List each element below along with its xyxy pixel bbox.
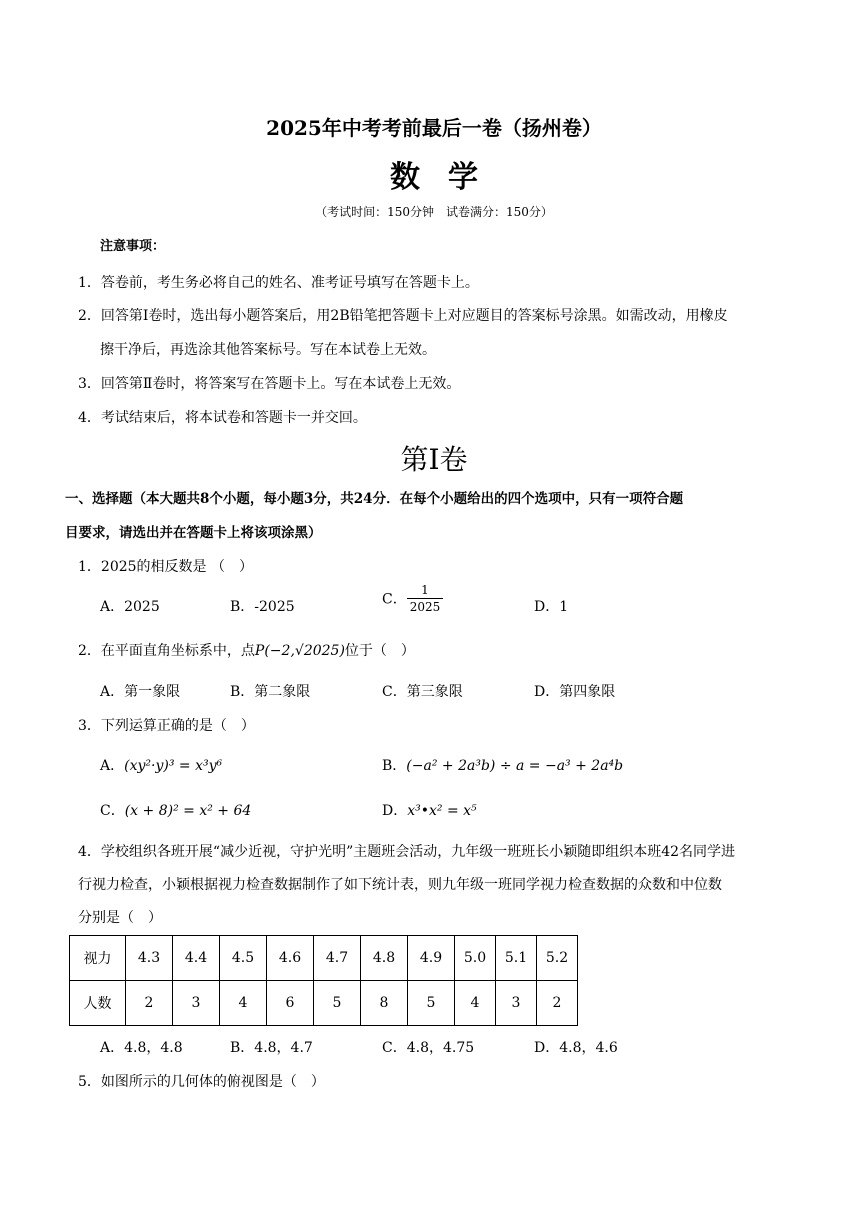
q3-option-b (382, 755, 623, 775)
q3-option-c (100, 800, 251, 820)
table-cell: 4 (220, 981, 267, 1026)
notice-item-1: 1．答卷前，考生务必将自己的姓名、准考证号填写在答题卡上。 (78, 275, 479, 291)
q1-option-c-fraction (407, 582, 444, 615)
table-cell: 8 (361, 981, 408, 1026)
q3-option-d (382, 800, 477, 820)
q3-option-b-label: B． (382, 758, 407, 774)
exam-info: （考试时间：150分钟 试卷满分：150分） (315, 205, 553, 219)
notice-item-2-cont: 擦干净后，再选涂其他答案标号。写在本试卷上无效。 (100, 342, 436, 358)
table-cell: 4 (455, 981, 496, 1026)
table-cell: 4.6 (267, 936, 314, 981)
q3-option-d-expr: x³•x² = x⁵ (407, 803, 477, 819)
table-cell: 5 (314, 981, 361, 1026)
table-cell: 2 (126, 981, 173, 1026)
q3-option-a (100, 755, 222, 775)
notice-heading: 注意事项： (100, 239, 166, 254)
subject-title: 数学 (390, 160, 506, 195)
q1-stem: 1．2025的相反数是 （ ） (78, 559, 253, 575)
q1-option-a: A．2025 (100, 599, 160, 615)
q1-option-d: D．1 (534, 599, 569, 615)
section-title: 第Ⅰ卷 (400, 443, 468, 476)
q3-option-c-label: C． (100, 803, 125, 819)
table-cell-header: 人数 (70, 981, 126, 1026)
table-cell: 4.3 (126, 936, 173, 981)
q1-option-c-label: C． (382, 591, 407, 608)
q5-stem: 5．如图所示的几何体的俯视图是（ ） (78, 1074, 325, 1090)
q2-option-d: D．第四象限 (534, 684, 616, 700)
table-cell-header: 视力 (70, 936, 126, 981)
q4-option-c: C．4.8，4.75 (382, 1040, 475, 1056)
table-cell: 4.7 (314, 936, 361, 981)
table-cell: 4.8 (361, 936, 408, 981)
q2-stem (78, 640, 415, 660)
q3-option-b-expr: (−a² + 2a³b) ÷ a = −a³ + 2a⁴b (406, 758, 624, 774)
q4-stem-line-3: 分别是（ ） (78, 910, 162, 926)
table-cell: 3 (173, 981, 220, 1026)
table-cell: 4.4 (173, 936, 220, 981)
fraction-denominator: 2025 (409, 600, 441, 614)
table-cell: 5.1 (496, 936, 537, 981)
q4-stem-line-2: 行视力检查，小颖根据视力检查数据制作了如下统计表，则九年级一班同学视力检查数据的众数和中位数 (78, 877, 722, 893)
q2-option-a: A．第一象限 (100, 684, 181, 700)
q2-option-b: B．第二象限 (230, 684, 311, 700)
q3-option-d-label: D． (382, 803, 408, 819)
q4-option-d: D．4.8，4.6 (534, 1040, 618, 1056)
notice-item-4: 4．考试结束后，将本试卷和答题卡一并交回。 (78, 410, 367, 426)
table-cell: 5.0 (455, 936, 496, 981)
table-cell: 5 (408, 981, 455, 1026)
q2-option-c: C．第三象限 (382, 684, 463, 700)
q3-stem: 3．下列运算正确的是（ ） (78, 718, 255, 734)
q1-option-c (382, 582, 443, 615)
section-instructions-1: 一、选择题（本大题共8个小题，每小题3分，共24分．在每个小题给出的四个选项中，只有一项符合题 (65, 491, 684, 507)
q4-option-a: A．4.8，4.8 (100, 1040, 183, 1056)
q2-stem-prefix: 2．在平面直角坐标系中，点 (78, 643, 255, 659)
table-cell: 4.9 (408, 936, 455, 981)
section-instructions-2: 目要求，请选出并在答题卡上将该项涂黑） (65, 525, 322, 541)
q3-option-c-expr: (x + 8)² = x² + 64 (124, 803, 252, 819)
table-row-count (70, 981, 578, 1026)
q3-option-a-label: A． (100, 758, 125, 774)
q4-option-b: B．4.8，4.7 (230, 1040, 313, 1056)
table-cell: 3 (496, 981, 537, 1026)
table-cell: 6 (267, 981, 314, 1026)
notice-item-3: 3．回答第Ⅱ卷时，将答案写在答题卡上。写在本试卷上无效。 (78, 376, 461, 392)
fraction-numerator: 1 (407, 582, 444, 599)
vision-data-table (69, 935, 578, 1026)
table-row-vision (70, 936, 578, 981)
q2-stem-suffix: 位于（ ） (344, 643, 415, 659)
notice-item-2: 2．回答第Ⅰ卷时，选出每小题答案后，用2B铅笔把答题卡上对应题目的答案标号涂黑。如需改动，用橡皮 (78, 308, 728, 324)
table-cell: 5.2 (537, 936, 578, 981)
exam-title: 2025年中考考前最后一卷（扬州卷） (266, 116, 602, 140)
table-cell: 2 (537, 981, 578, 1026)
q2-point: P(−2,√2025) (254, 643, 345, 659)
q4-stem-line-1: 4．学校组织各班开展“减少近视，守护光明”主题班会活动，九年级一班班长小颖随即组织本班42名同学进 (78, 844, 736, 860)
q1-option-b: B．-2025 (230, 599, 295, 615)
table-cell: 4.5 (220, 936, 267, 981)
q3-option-a-expr: (xy²·y)³ = x³y⁶ (124, 758, 223, 774)
